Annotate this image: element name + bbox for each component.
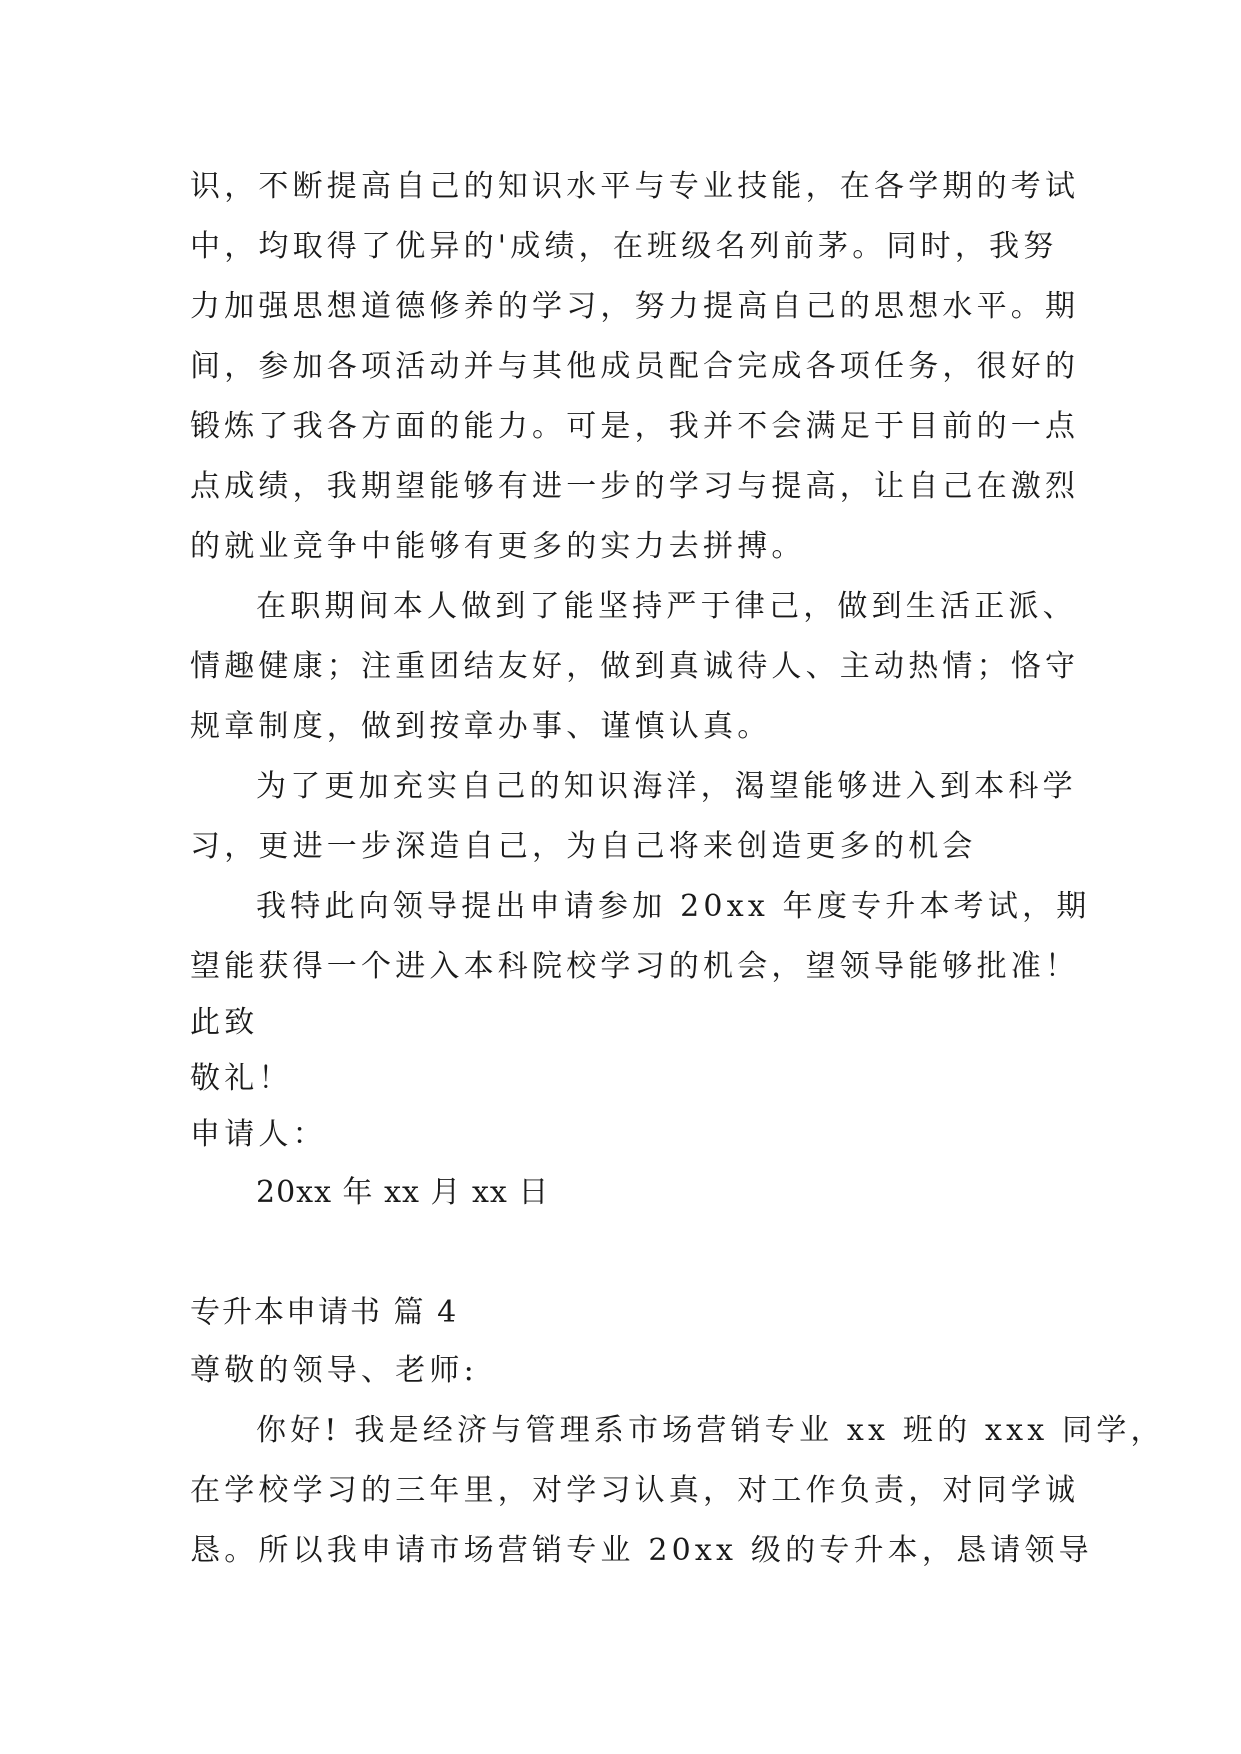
date-line: 20xx 年 xx 月 xx 日 <box>256 1175 550 1210</box>
body-line: 间，参加各项活动并与其他成员配合完成各项任务，很好的 <box>190 349 1080 384</box>
body-line: 望能获得一个进入本科院校学习的机会，望领导能够批准！ <box>190 949 1080 984</box>
body-line: 的就业竞争中能够有更多的实力去拼搏。 <box>190 529 806 564</box>
closing-regards: 敬礼！ <box>190 1061 293 1096</box>
section-heading: 专升本申请书 篇 4 <box>190 1295 459 1330</box>
applicant-label: 申请人： <box>190 1117 327 1152</box>
paragraph-start-line: 你好! 我是经济与管理系市场营销专业 xx 班的 xxx 同学， <box>256 1413 1165 1448</box>
body-line: 锻炼了我各方面的能力。可是，我并不会满足于目前的一点 <box>190 409 1080 444</box>
body-line: 情趣健康；注重团结友好，做到真诚待人、主动热情；恪守 <box>190 649 1080 684</box>
paragraph-start-line: 在职期间本人做到了能坚持严于律己，做到生活正派、 <box>256 589 1077 624</box>
paragraph-start-line: 为了更加充实自己的知识海洋，渴望能够进入到本科学 <box>256 769 1077 804</box>
body-line: 在学校学习的三年里，对学习认真，对工作负责，对同学诚 <box>190 1473 1080 1508</box>
body-line: 中，均取得了优异的'成绩，在班级名列前茅。同时，我努 <box>190 229 1058 264</box>
body-line: 规章制度，做到按章办事、谨慎认真。 <box>190 709 772 744</box>
closing-salutation: 此致 <box>190 1005 259 1040</box>
greeting: 尊敬的领导、老师: <box>190 1353 478 1388</box>
body-line: 习，更进一步深造自己，为自己将来创造更多的机会 <box>190 829 977 864</box>
body-line: 恳。所以我申请市场营销专业 20xx 级的专升本，恳请领导 <box>190 1533 1093 1568</box>
body-line: 识，不断提高自己的知识水平与专业技能，在各学期的考试 <box>190 169 1080 204</box>
body-line: 力加强思想道德修养的学习，努力提高自己的思想水平。期 <box>190 289 1080 324</box>
body-line: 点成绩，我期望能够有进一步的学习与提高，让自己在激烈 <box>190 469 1080 504</box>
paragraph-start-line: 我特此向领导提出申请参加 20xx 年度专升本考试，期 <box>256 889 1091 924</box>
